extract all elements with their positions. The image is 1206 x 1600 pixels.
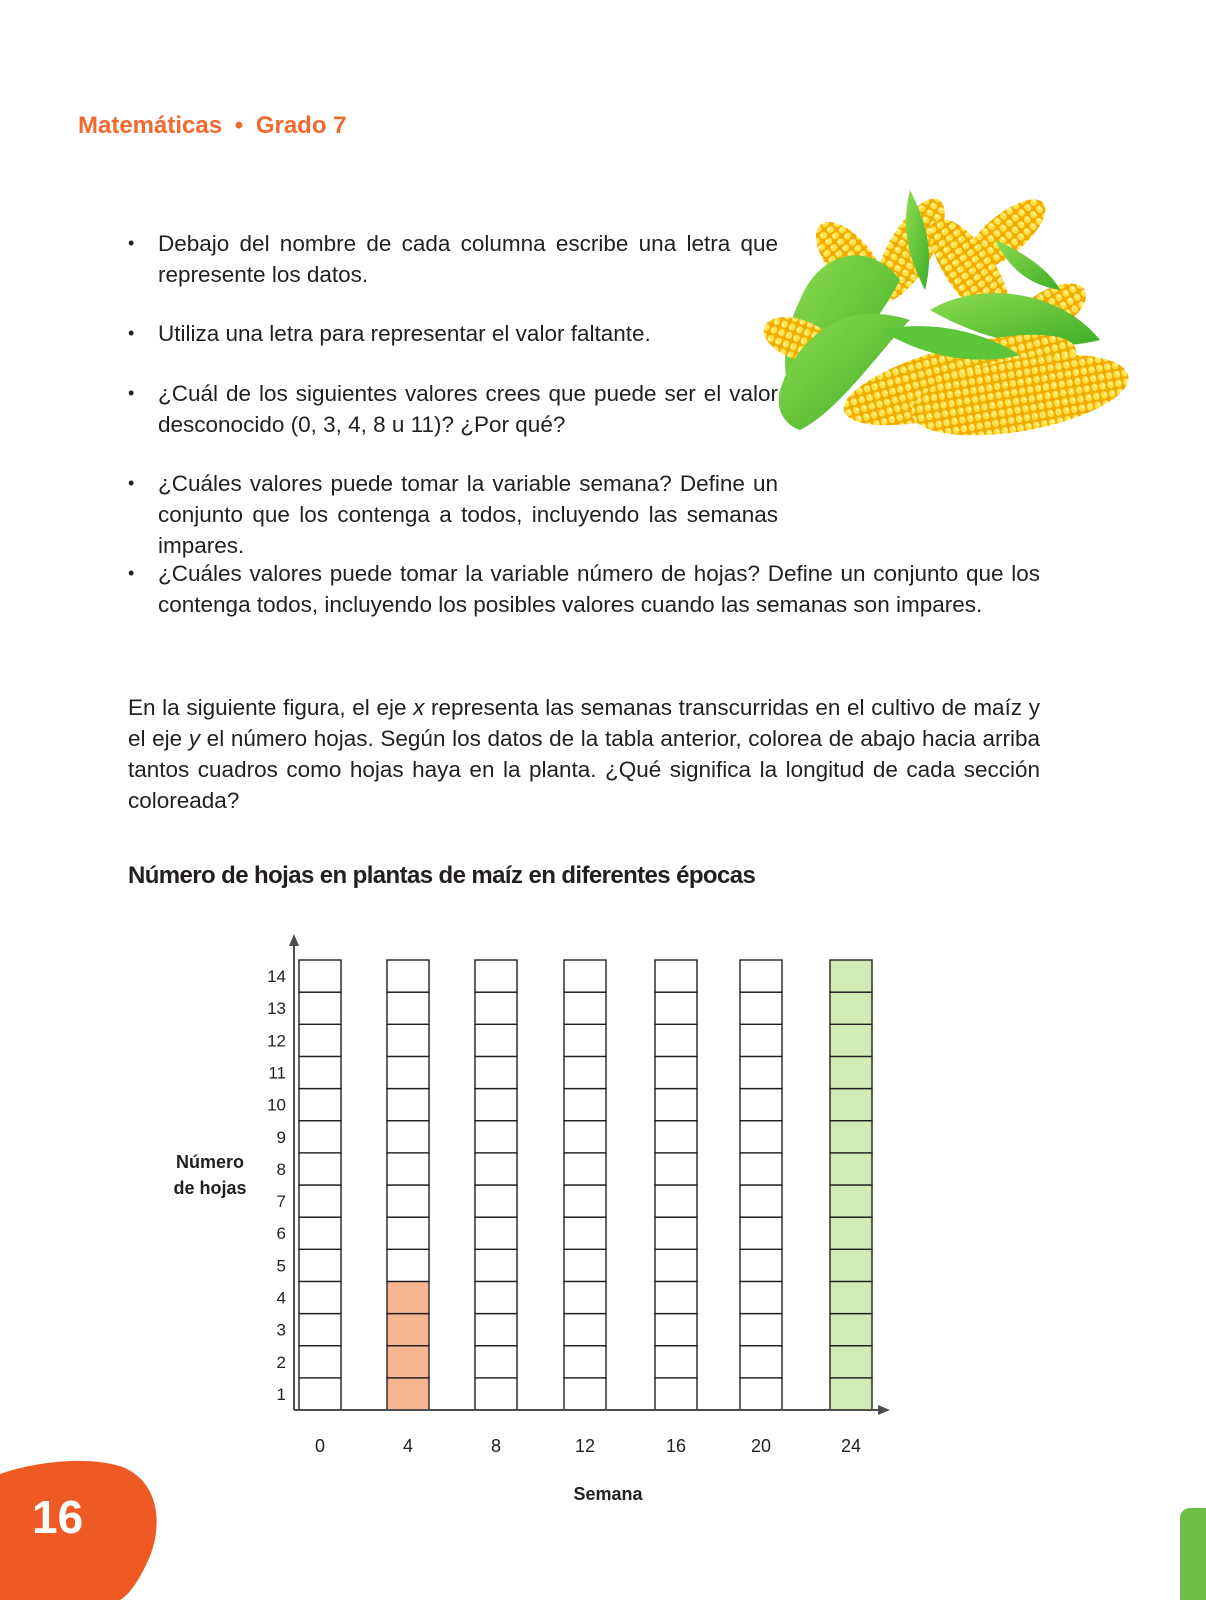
grid-cell (564, 1378, 606, 1410)
bar-cell-filled (830, 1346, 872, 1378)
grid-cell (299, 1089, 341, 1121)
bar-cell-filled (830, 960, 872, 992)
grid-cell (740, 1056, 782, 1088)
grid-cell (655, 1217, 697, 1249)
grid-cell (475, 992, 517, 1024)
grid-cell (740, 1121, 782, 1153)
bar-cell-filled (387, 1281, 429, 1313)
instruction-paragraph (128, 692, 1040, 816)
grid-cell (740, 1024, 782, 1056)
grid-cell (564, 1153, 606, 1185)
grid-cell (564, 1185, 606, 1217)
grid-cell (299, 1056, 341, 1088)
grid-cell (655, 1153, 697, 1185)
y-tick-label: 8 (276, 1159, 286, 1179)
grid-cell (655, 1024, 697, 1056)
header-grade: Grado 7 (255, 112, 347, 139)
grid-cell (475, 960, 517, 992)
grid-cell (387, 1089, 429, 1121)
grid-cell (655, 1089, 697, 1121)
grid-cell (475, 1024, 517, 1056)
grid-cell (387, 992, 429, 1024)
grid-cell (475, 1378, 517, 1410)
paragraph-x-variable: x (413, 695, 425, 720)
y-tick-label: 4 (276, 1288, 286, 1308)
grid-cell (655, 960, 697, 992)
grid-cell (740, 1314, 782, 1346)
section-tab (1180, 1508, 1206, 1600)
grid-cell (564, 1281, 606, 1313)
grid-cell (387, 1024, 429, 1056)
grid-cell (564, 1217, 606, 1249)
grid-cell (299, 1185, 341, 1217)
bar-cell-filled (830, 1056, 872, 1088)
grid-cell (475, 1121, 517, 1153)
header-subject: Matemáticas (78, 112, 223, 139)
grid-cell (740, 1281, 782, 1313)
x-tick-label: 24 (840, 1436, 862, 1456)
bar-cell-filled (387, 1346, 429, 1378)
grid-cell (655, 1314, 697, 1346)
page-number: 16 (32, 1491, 84, 1543)
bar-cell-filled (830, 1314, 872, 1346)
x-axis-arrow (878, 1405, 890, 1415)
paragraph-text: En la siguiente figura, el eje (128, 695, 414, 720)
grid-cell (299, 1121, 341, 1153)
y-tick-label: 10 (267, 1095, 286, 1115)
y-tick-label: 7 (276, 1192, 286, 1212)
bar-cell-filled (830, 1217, 872, 1249)
grid-cell (740, 1089, 782, 1121)
x-tick-label: 0 (314, 1436, 326, 1456)
bar-cell-filled (830, 1089, 872, 1121)
grid-cell (655, 1378, 697, 1410)
y-axis-arrow (289, 934, 299, 946)
grid-cell (564, 1346, 606, 1378)
grid-cell (299, 1346, 341, 1378)
x-axis-title: Semana (573, 1484, 643, 1504)
bar-cell-filled (830, 1185, 872, 1217)
grid-cell (564, 1121, 606, 1153)
grid-cell (655, 992, 697, 1024)
grid-cell (387, 1249, 429, 1281)
grid-cell (740, 1378, 782, 1410)
grid-cell (655, 1346, 697, 1378)
grid-cell (740, 1346, 782, 1378)
grid-cell (387, 960, 429, 992)
list-item: • ¿Cuáles valores puede tomar la variable semana? Define un conjunto que los contenga a todos, incluyendo las semanas impares. (128, 468, 778, 561)
grid-cell (655, 1249, 697, 1281)
list-item: • ¿Cuál de los siguientes valores crees que puede ser el valor desconocido (0, 3, 4, 8 u 11)? ¿Por qué? (128, 378, 778, 440)
list-item: • ¿Cuáles valores puede tomar la variable número de hojas? Define un conjunto que los contenga todos, incluyendo los posibles valores cuando las semanas son impares. (128, 558, 1040, 620)
grid-cell (387, 1217, 429, 1249)
bar-cell-filled (387, 1314, 429, 1346)
bar-cell-filled (830, 1281, 872, 1313)
grid-cell (564, 992, 606, 1024)
grid-cell (299, 1314, 341, 1346)
grid-cell (564, 1024, 606, 1056)
grid-cell (299, 992, 341, 1024)
grid-cell (475, 1089, 517, 1121)
grid-cell (299, 1153, 341, 1185)
grid-cell (740, 1153, 782, 1185)
grid-cell (299, 1378, 341, 1410)
chart-title: Número de hojas en plantas de maíz en diferentes épocas (128, 862, 756, 889)
grid-cell (564, 1314, 606, 1346)
bar-cell-filled (830, 1378, 872, 1410)
grid-cell (655, 1281, 697, 1313)
y-axis-title: Número (175, 1152, 245, 1172)
x-tick-label: 8 (490, 1436, 502, 1456)
grid-cell (740, 1185, 782, 1217)
grid-cell (299, 1249, 341, 1281)
grid-cell (740, 1217, 782, 1249)
page-header (78, 112, 347, 140)
grid-cell (299, 1281, 341, 1313)
grid-cell (564, 1249, 606, 1281)
y-tick-label: 2 (276, 1352, 286, 1372)
grid-cell (475, 1346, 517, 1378)
y-tick-label: 6 (276, 1224, 286, 1244)
grid-cell (387, 1153, 429, 1185)
bar-cell-filled (830, 1249, 872, 1281)
grid-cell (475, 1185, 517, 1217)
x-tick-label: 16 (665, 1436, 687, 1456)
y-tick-label: 11 (268, 1063, 286, 1083)
paragraph-y-variable: y (188, 726, 201, 751)
y-tick-label: 5 (276, 1256, 286, 1276)
paragraph-text: representa las semanas transcurridas en el cultivo de maíz y el eje (128, 695, 1040, 751)
grid-cell (655, 1056, 697, 1088)
x-tick-label: 20 (750, 1436, 772, 1456)
bar-cell-filled (830, 1153, 872, 1185)
x-tick-label: 4 (402, 1436, 414, 1456)
y-tick-label: 3 (276, 1320, 286, 1340)
grid-cell (740, 1249, 782, 1281)
grid-cell (564, 1089, 606, 1121)
grid-cell (564, 960, 606, 992)
grid-cell (655, 1185, 697, 1217)
bar-cell-filled (387, 1378, 429, 1410)
grid-cell (475, 1314, 517, 1346)
bar-cell-filled (830, 1121, 872, 1153)
grid-cell (387, 1121, 429, 1153)
paragraph-text: el número hojas. Según los datos de la tabla anterior, colorea de abajo hacia arriba tantos cuadros como hojas haya en la planta. ¿Qué significa la longitud de cada sección coloreada? (128, 726, 1040, 813)
y-tick-label: 13 (267, 999, 286, 1019)
corn-illustration (760, 180, 1130, 470)
grid-cell (299, 1217, 341, 1249)
grid-cell (299, 960, 341, 992)
grid-cell (387, 1056, 429, 1088)
grid-cell (475, 1249, 517, 1281)
grid-cell (387, 1185, 429, 1217)
y-tick-label: 14 (267, 967, 286, 987)
y-tick-label: 1 (276, 1384, 286, 1404)
list-item: • Utiliza una letra para representar el valor faltante. (128, 318, 778, 349)
grid-cell (655, 1121, 697, 1153)
y-axis-title: de hojas (173, 1178, 247, 1198)
y-tick-label: 9 (276, 1127, 286, 1147)
header-separator: • (234, 112, 244, 139)
list-item: • Debajo del nombre de cada columna escribe una letra que represente los datos. (128, 228, 778, 290)
grid-cell (299, 1024, 341, 1056)
grid-cell (740, 960, 782, 992)
bar-cell-filled (830, 1024, 872, 1056)
grid-cell (475, 1056, 517, 1088)
grid-cell (475, 1217, 517, 1249)
y-tick-label: 12 (267, 1031, 286, 1051)
bar-cell-filled (830, 992, 872, 1024)
grid-cell (475, 1281, 517, 1313)
x-tick-label: 12 (574, 1436, 596, 1456)
grid-cell (564, 1056, 606, 1088)
grid-cell (740, 992, 782, 1024)
grid-cell (475, 1153, 517, 1185)
